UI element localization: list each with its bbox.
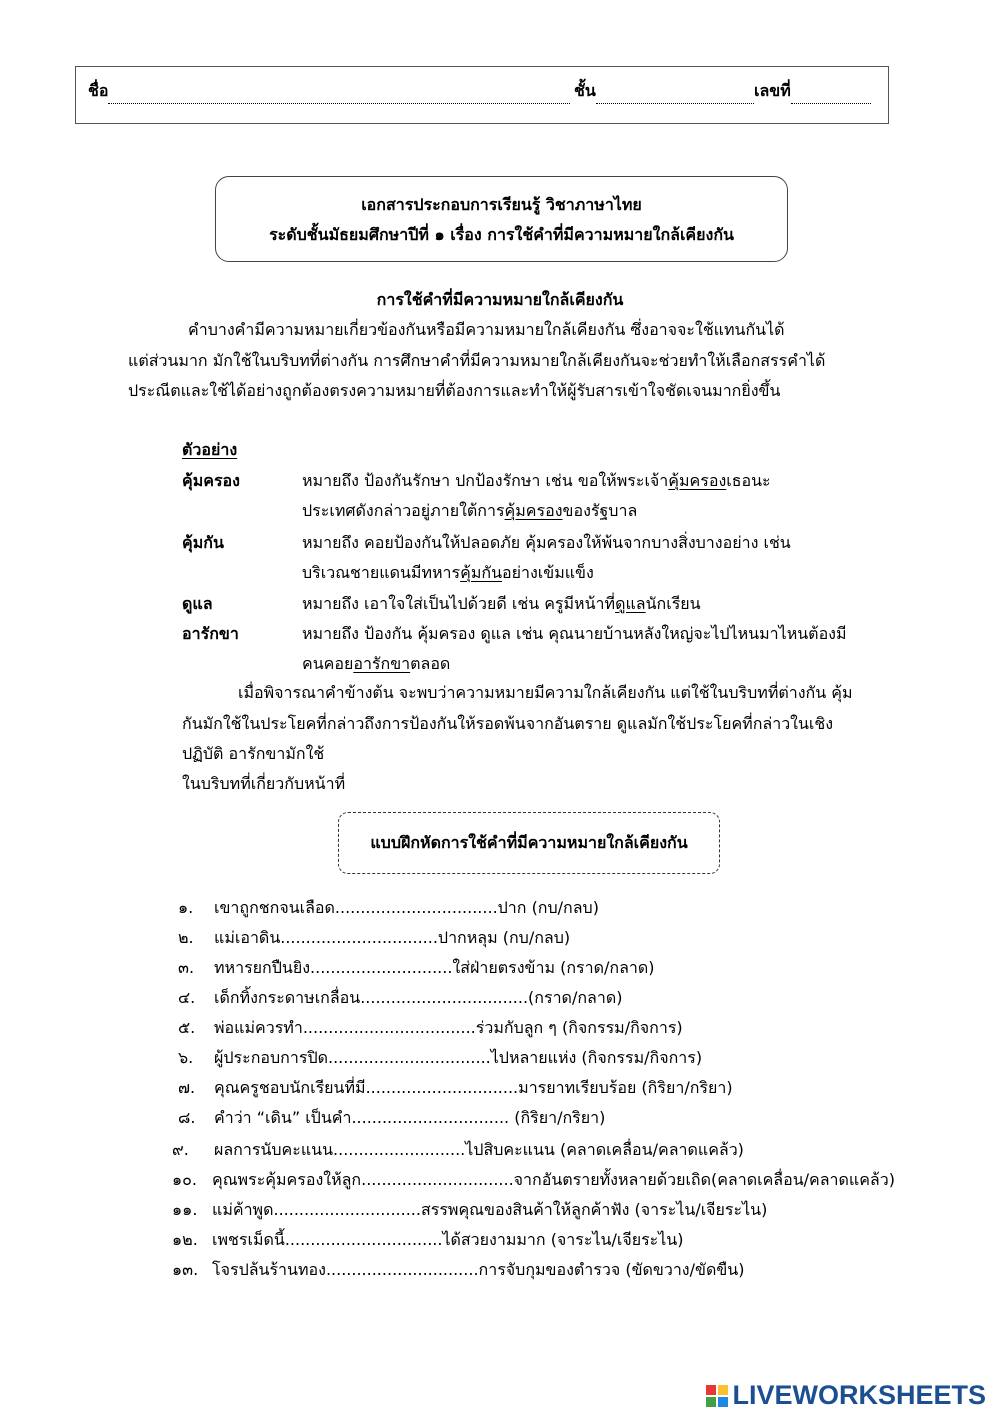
intro-line-1: คำบางคำมีความหมายเกี่ยวข้องกันหรือมีความหมายใกล้เคียงกัน ซึ่งอาจจะใช้แทนกันได้	[188, 320, 785, 339]
student-info-box	[75, 66, 889, 124]
title-line-2: ระดับชั้นมัธยมศึกษาปีที่ ๑ เรื่อง การใช้คำที่มีความหมายใกล้เคียงกัน	[269, 225, 734, 244]
section-title: การใช้คำที่มีความหมายใกล้เคียงกัน	[376, 290, 624, 309]
example-def-1-line-2: ประเทศดังกล่าวอยู่ภายใต้การคุ้มครองของรัฐบาล	[302, 501, 638, 520]
example-term-2: คุ้มกัน	[182, 533, 224, 552]
example-def-2-line-1: หมายถึง คอยป้องกันให้ปลอดภัย คุ้มครองให้พ้นจากบางสิ่งบางอย่าง เช่น	[302, 533, 791, 552]
name-field[interactable]	[108, 83, 570, 104]
class-label: ชั้น	[574, 81, 596, 100]
intro-line-2: แต่ส่วนมาก มักใช้ในบริบทที่ต่างกัน การศึกษาคำที่มีความหมายใกล้เคียงกันจะช่วยทำให้เลือกสรรคำได้	[128, 351, 826, 370]
intro-line-3: ประณีตและใช้ได้อย่างถูกต้องตรงความหมายที่ต้องการและทำให้ผู้รับสารเข้าใจชัดเจนมากยิ่งขึ้น	[128, 381, 781, 400]
example-term-3: ดูแล	[182, 594, 213, 613]
example-def-1-line-1: หมายถึง ป้องกันรักษา ปกป้องรักษา เช่น ขอให้พระเจ้าคุ้มครองเธอนะ	[302, 471, 771, 490]
exercise-title: แบบฝึกหัดการใช้คำที่มีความหมายใกล้เคียงกัน	[370, 833, 688, 852]
title-line-1: เอกสารประกอบการเรียนรู้ วิชาภาษาไทย	[361, 195, 642, 214]
number-line	[754, 79, 871, 104]
name-line	[88, 79, 570, 104]
number-field[interactable]	[791, 83, 871, 104]
class-line	[574, 79, 754, 104]
brand-name: LIVEWORKSHEETS	[732, 1380, 986, 1410]
exercise-title-box	[338, 812, 720, 874]
example-def-4-line-2: คนคอยอารักขาตลอด	[302, 654, 451, 673]
example-def-2-line-2: บริเวณชายแดนมีทหารคุ้มกันอย่างเข้มแข็ง	[302, 563, 594, 582]
summary-line-2: กันมักใช้ในประโยคที่กล่าวถึงการป้องกันให้รอดพ้นจากอันตราย ดูแลมักใช้ประโยคที่กล่าวในเชิง	[182, 714, 834, 733]
summary-line-4: ในบริบทที่เกี่ยวกับหน้าที่	[182, 774, 346, 793]
example-def-4-line-1: หมายถึง ป้องกัน คุ้มครอง ดูแล เช่น คุณนายบ้านหลังใหญ่จะไปไหนมาไหนต้องมี	[302, 624, 847, 643]
document-title-box	[215, 176, 788, 262]
summary-line-3: ปฏิบัติ อารักขามักใช้	[182, 744, 325, 763]
example-term-1: คุ้มครอง	[182, 471, 240, 490]
example-def-3-line-1: หมายถึง เอาใจใส่เป็นไปด้วยดี เช่น ครูมีหน้าที่ดูแลนักเรียน	[302, 594, 701, 613]
liveworksheets-logo-icon	[706, 1385, 728, 1407]
number-label: เลขที่	[754, 81, 791, 100]
name-label: ชื่อ	[88, 81, 109, 100]
summary-line-1: เมื่อพิจารณาคำข้างต้น จะพบว่าความหมายมีความใกล้เคียงกัน แต่ใช้ในบริบทที่ต่างกัน คุ้ม	[238, 683, 853, 702]
liveworksheets-logo	[706, 1380, 986, 1411]
example-term-4: อารักขา	[182, 624, 239, 643]
examples-heading: ตัวอย่าง	[182, 440, 238, 459]
class-field[interactable]	[596, 83, 754, 104]
